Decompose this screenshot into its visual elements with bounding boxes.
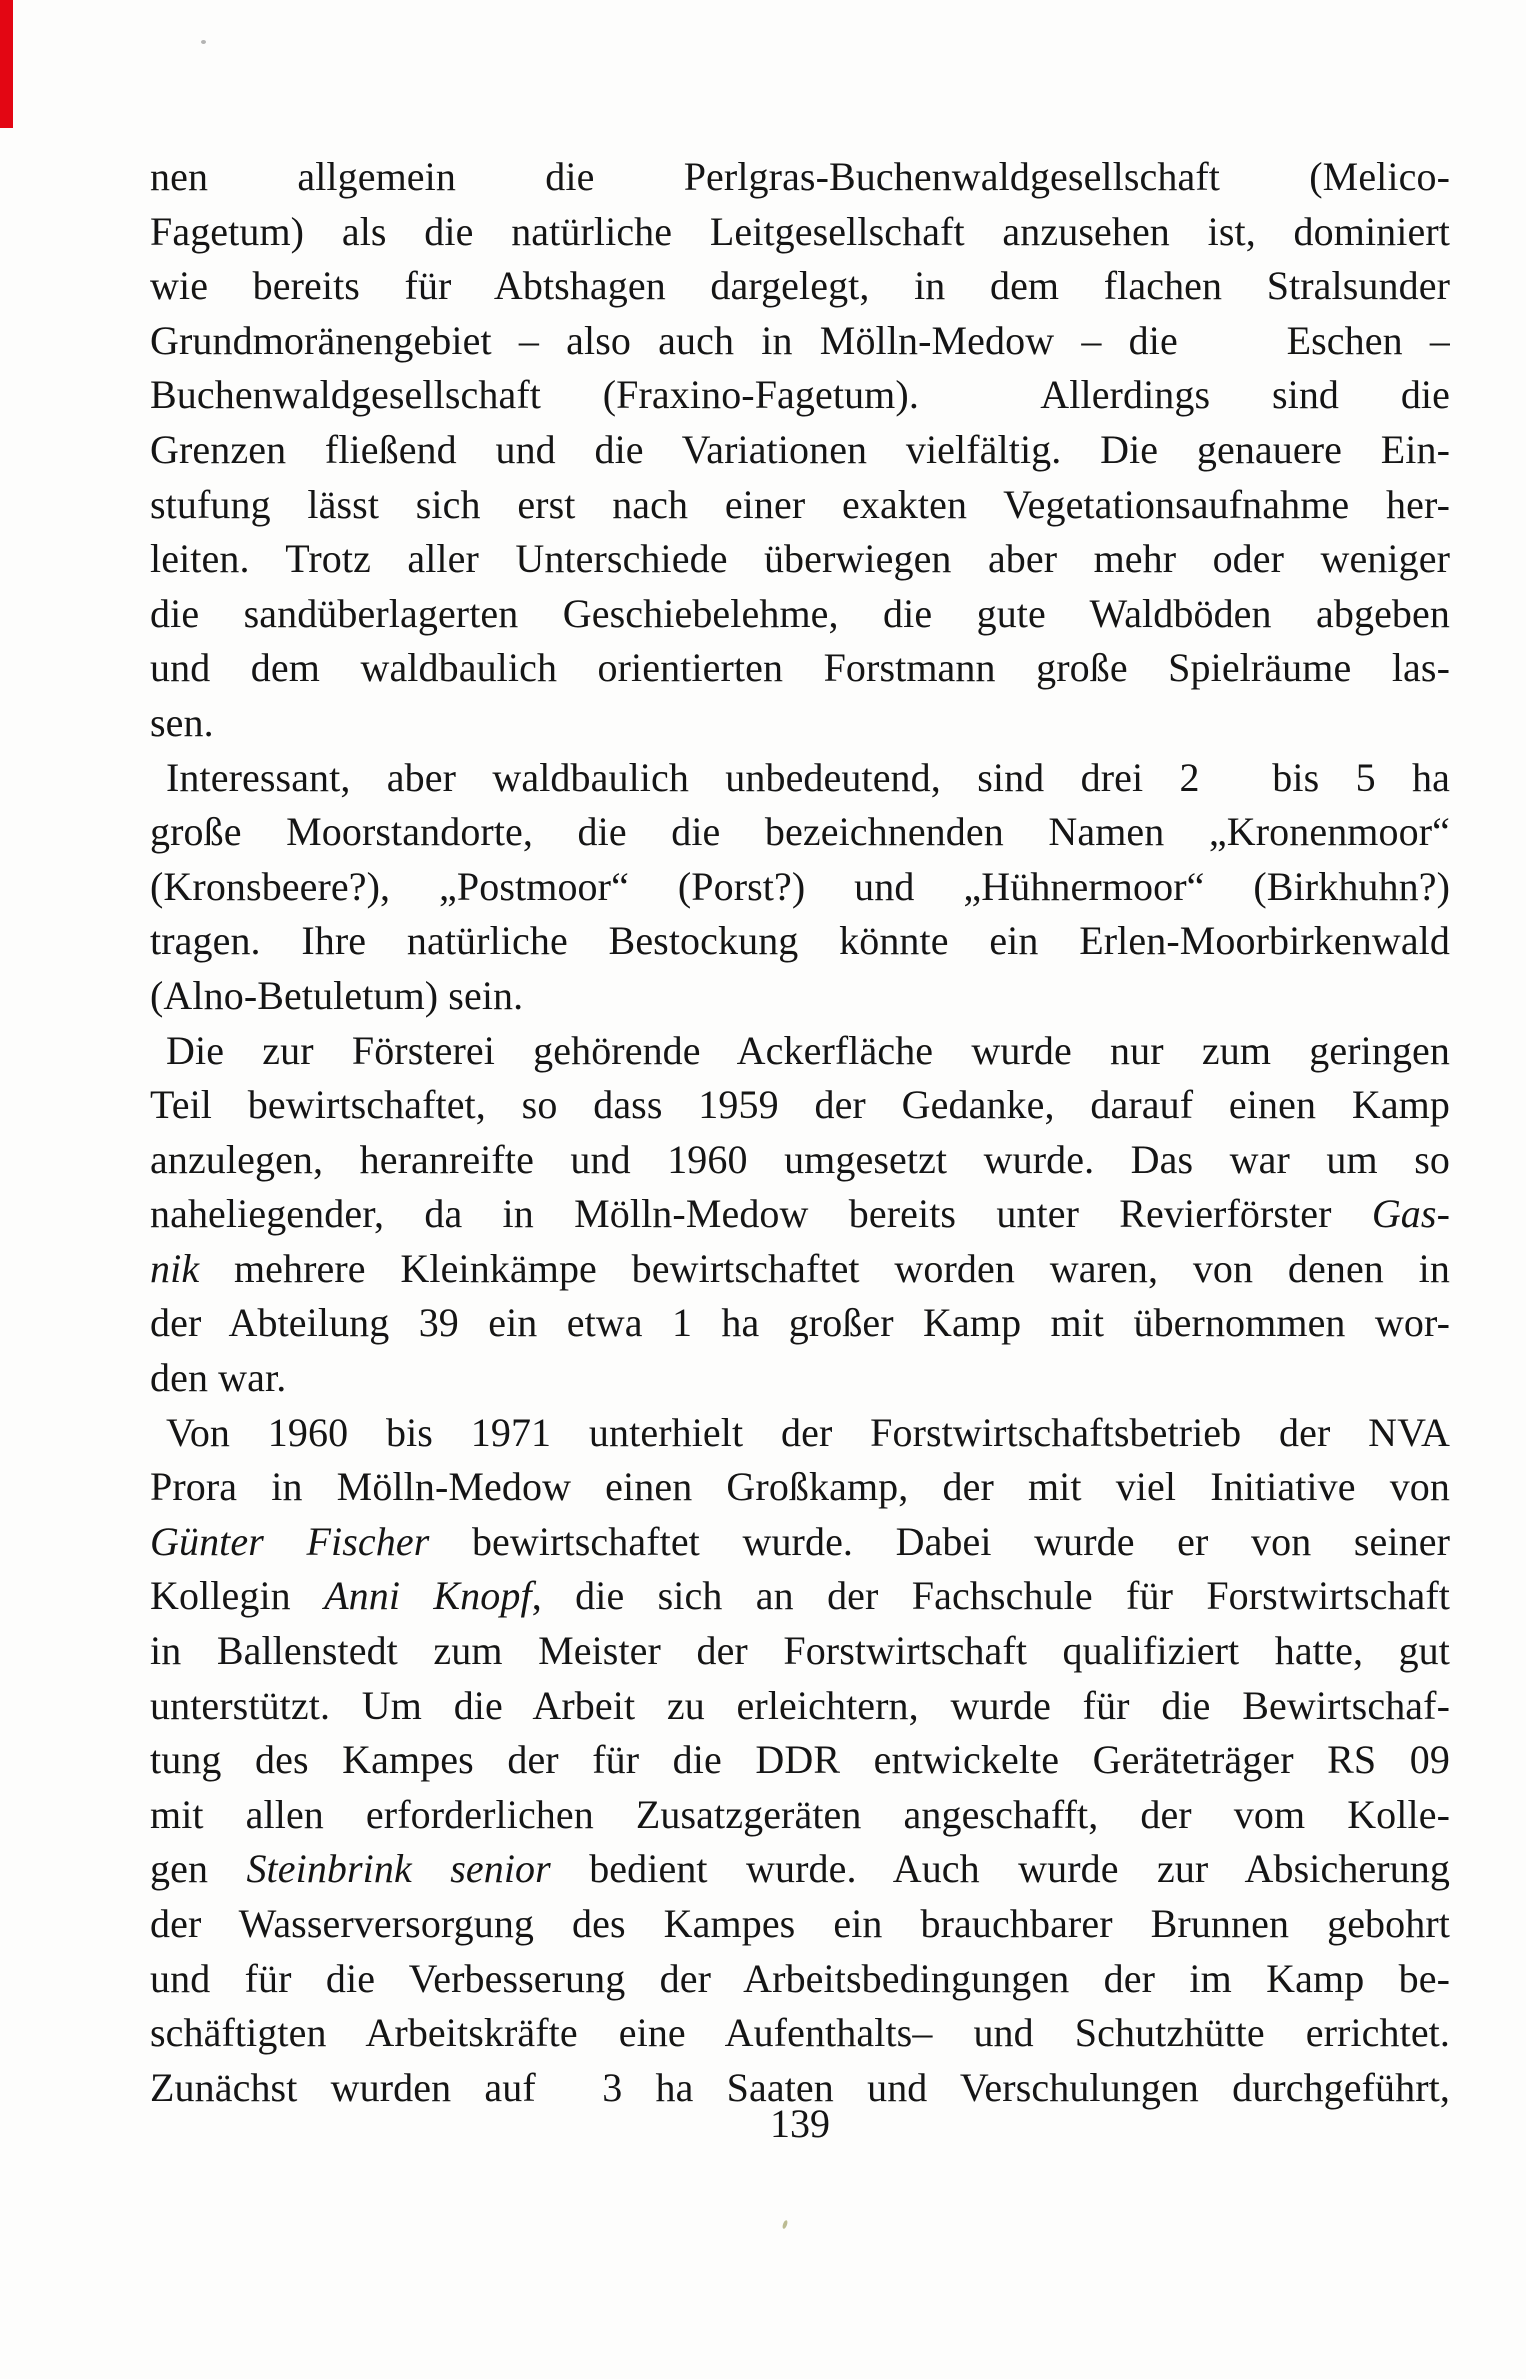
text-line: die sandüberlagerten Geschiebelehme, die gute Waldböden abgeben [150, 590, 1450, 636]
text-line: gen Steinbrink senior bedient wurde. Auch wurde zur Absicherung [150, 1846, 1450, 1892]
text-line: Günter Fischer bewirtschaftet wurde. Dabei wurde er von seiner [150, 1518, 1450, 1564]
text-line: Teil bewirtschaftet, so dass 1959 der Gedanke, darauf einen Kamp [150, 1082, 1450, 1128]
text-line: und dem waldbaulich orientierten Forstmann große Spielräume las- [150, 645, 1450, 691]
text-line: (Kronsbeere?), „Postmoor“ (Porst?) und „Hühnermoor“ (Birkhuhn?) [150, 863, 1450, 909]
text-line: Kollegin Anni Knopf, die sich an der Fachschule für Forstwirtschaft [150, 1573, 1450, 1619]
scan-artifact [782, 2220, 789, 2230]
text-line: Fagetum) als die natürliche Leitgesellschaft anzusehen ist, dominiert [150, 208, 1450, 254]
text-line: nik mehrere Kleinkämpe bewirtschaftet worden waren, von denen in [150, 1245, 1450, 1291]
text-line: Grundmoränengebiet – also auch in Mölln-Medow – die Eschen – [150, 317, 1450, 363]
text-line: tragen. Ihre natürliche Bestockung könnte ein Erlen-Moorbirkenwald [150, 918, 1450, 964]
red-margin-mark [0, 0, 13, 128]
italic-text: Gas- [1371, 1191, 1450, 1237]
italic-text: nik [150, 1245, 200, 1291]
text-line: anzulegen, heranreifte und 1960 umgesetzt wurde. Das war um so [150, 1136, 1450, 1182]
text-line: Prora in Mölln-Medow einen Großkamp, der mit viel Initiative von [150, 1464, 1450, 1510]
text-line: und für die Verbesserung der Arbeitsbedingungen der im Kamp be- [150, 1955, 1450, 2001]
page-text [150, 150, 1450, 2115]
text-line: Interessant, aber waldbaulich unbedeutend, sind drei 2 bis 5 ha [166, 754, 1450, 800]
paragraph [150, 751, 1450, 1024]
italic-text: Günter Fischer [150, 1518, 430, 1564]
paragraph [150, 1024, 1450, 1406]
text-line: Zunächst wurden auf 3 ha Saaten und Verschulungen durchgeführt, [150, 2064, 1450, 2110]
text-line: der Wasserversorgung des Kampes ein brauchbarer Brunnen gebohrt [150, 1901, 1450, 1946]
text-line: (Alno-Betuletum) sein. [150, 972, 524, 1018]
text-line: naheliegender, da in Mölln-Medow bereits unter Revierförster Gas- [150, 1191, 1450, 1237]
text-line: Von 1960 bis 1971 unterhielt der Forstwirtschaftsbetrieb der NVA [166, 1409, 1450, 1455]
scan-artifact [201, 40, 206, 44]
text-line: leiten. Trotz aller Unterschiede überwiegen aber mehr oder weniger [150, 536, 1450, 582]
text-line: nen allgemein die Perlgras-Buchenwaldgesellschaft (Melico- [150, 154, 1450, 199]
paragraph [150, 1406, 1450, 2116]
text-line: stufung lässt sich erst nach einer exakten Vegetationsaufnahme her- [150, 481, 1450, 527]
text-line: in Ballenstedt zum Meister der Forstwirtschaft qualifiziert hatte, gut [150, 1628, 1450, 1674]
text-line: Buchenwaldgesellschaft (Fraxino-Fagetum). Allerdings sind die [150, 372, 1450, 418]
text-line: schäftigten Arbeitskräfte eine Aufenthalts– und Schutzhütte errichtet. [150, 2010, 1450, 2056]
text-line: sen. [150, 699, 214, 745]
italic-text: Steinbrink senior [246, 1846, 551, 1892]
paragraph [150, 150, 1450, 751]
text-line: Die zur Försterei gehörende Ackerfläche wurde nur zum geringen [166, 1027, 1450, 1073]
text-line: der Abteilung 39 ein etwa 1 ha großer Kamp mit übernommen wor- [150, 1300, 1450, 1346]
text-line: tung des Kampes der für die DDR entwickelte Geräteträger RS 09 [150, 1737, 1450, 1783]
page-number: 139 [770, 2101, 830, 2146]
text-line: große Moorstandorte, die die bezeichnenden Namen „Kronenmoor“ [150, 809, 1450, 855]
text-line: mit allen erforderlichen Zusatzgeräten angeschafft, der vom Kolle- [150, 1791, 1450, 1837]
text-line: unterstützt. Um die Arbeit zu erleichtern, wurde für die Bewirtschaf- [150, 1682, 1450, 1728]
text-line: Grenzen fließend und die Variationen vielfältig. Die genauere Ein- [150, 426, 1450, 472]
text-line: wie bereits für Abtshagen dargelegt, in dem flachen Stralsunder [150, 263, 1450, 309]
text-line: den war. [150, 1355, 287, 1401]
italic-text: Anni Knopf [324, 1573, 532, 1619]
